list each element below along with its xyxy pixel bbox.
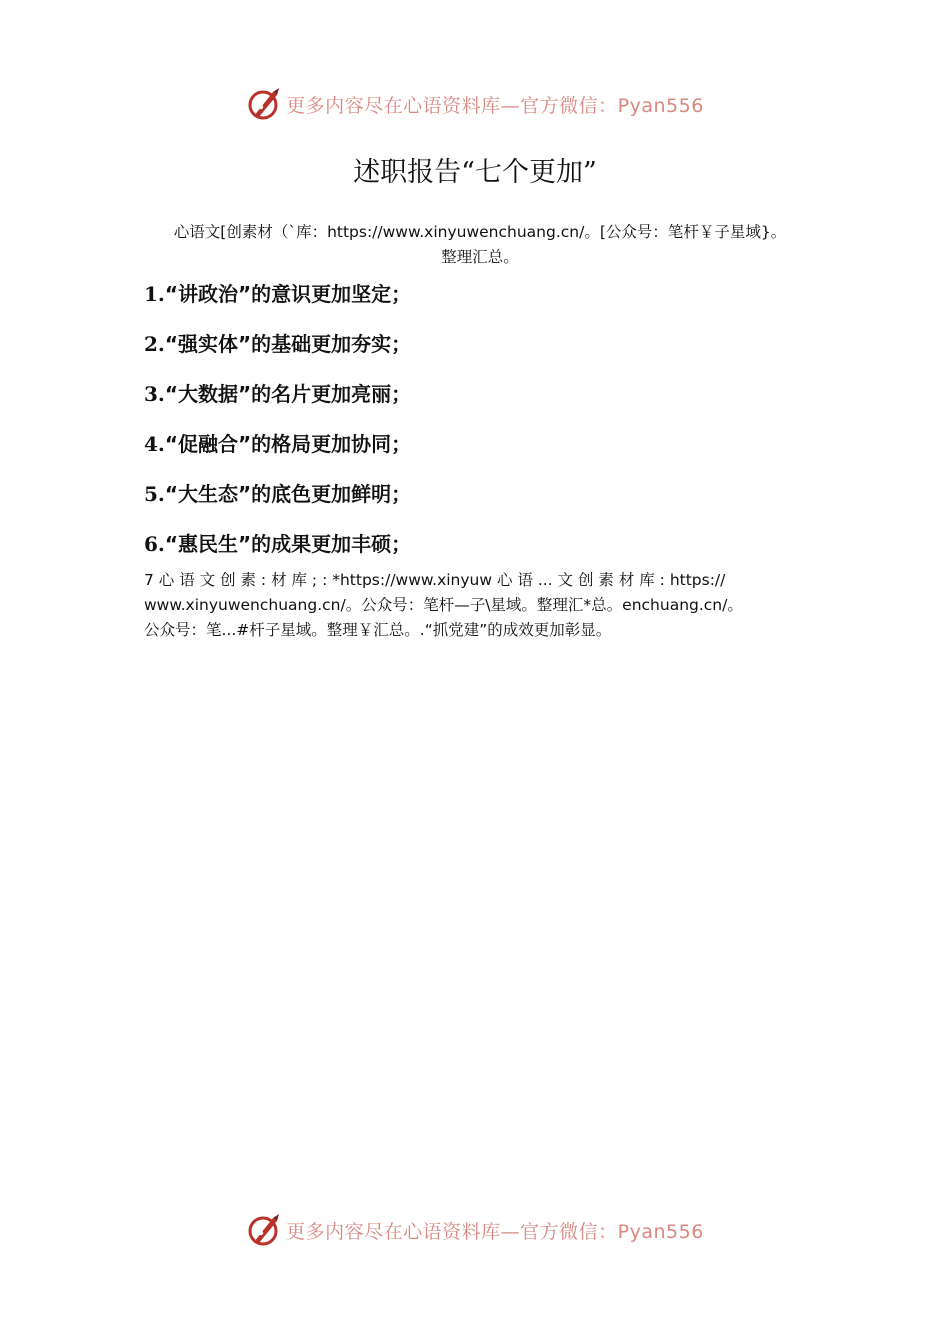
banner-text-cn: 更多内容尽在心语资料库—官方微信： [286, 1220, 618, 1243]
quill-pen-logo-icon [246, 86, 282, 122]
item-text: “讲政治”的意识更加坚定； [164, 282, 412, 306]
tail-line-1: 7 心 语 文 创 素 : 材 库 ; : *https://www.xinyuw 心 语 ... 文 创 素 材 库 : https:// [144, 571, 726, 589]
item-number: 2. [144, 332, 165, 356]
source-note [140, 220, 820, 270]
item-number: 5. [144, 482, 165, 506]
banner-text-cn: 更多内容尽在心语资料库—官方微信： [286, 94, 618, 117]
item-text: “惠民生”的成果更加丰硕； [164, 532, 412, 556]
header-banner [0, 82, 950, 126]
item-list [144, 278, 824, 578]
tail-paragraph [144, 568, 808, 643]
banner-wechat-id: Pyan556 [617, 94, 704, 117]
list-item [144, 478, 824, 528]
item-text: “强实体”的基础更加夯实； [164, 332, 412, 356]
item-text: “大生态”的底色更加鲜明； [164, 482, 412, 506]
item-number: 3. [144, 382, 165, 406]
list-item [144, 328, 824, 378]
list-item [144, 278, 824, 328]
item-number: 1. [144, 282, 165, 306]
banner-text [286, 91, 704, 118]
banner-content [246, 86, 704, 122]
tail-line-2: www.xinyuwenchuang.cn/。公众号：笔杆—子\星域。整理汇*总。enchuang.cn/。 [144, 596, 743, 614]
banner-content [246, 1212, 704, 1248]
quill-pen-logo-icon [246, 1212, 282, 1248]
item-text: “大数据”的名片更加亮丽； [164, 382, 412, 406]
banner-wechat-id: Pyan556 [617, 1220, 704, 1243]
list-item [144, 378, 824, 428]
source-line-1: 心语文[创素材（`库：https://www.xinyuwenchuang.cn/。[公众号：笔杆￥子星域}。 [173, 223, 787, 241]
list-item [144, 428, 824, 478]
item-number: 6. [144, 532, 165, 556]
footer-banner [0, 1208, 950, 1252]
item-number: 4. [144, 432, 165, 456]
banner-text [286, 1217, 704, 1244]
item-text: “促融合”的格局更加协同； [164, 432, 412, 456]
source-line-2: 整理汇总。 [441, 248, 519, 266]
tail-line-3: 公众号：笔...#杆子星域。整理￥汇总。.“抓党建”的成效更加彰显。 [144, 621, 612, 639]
page-title: 述职报告“七个更加” [353, 157, 597, 188]
